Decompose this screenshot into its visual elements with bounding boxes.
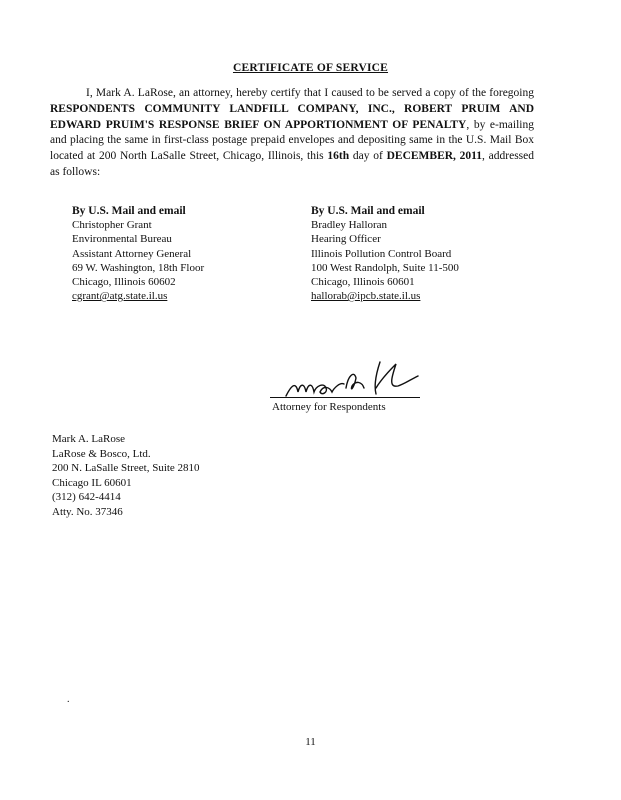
body-text-1: I, Mark A. LaRose, an attorney, hereby certify that I caused to be served a copy of the foregoing — [86, 87, 534, 99]
delivery-method-heading: By U.S. Mail and email — [311, 205, 425, 217]
delivery-method-heading: By U.S. Mail and email — [72, 205, 186, 217]
recipient-line: 69 W. Washington, 18th Floor — [72, 261, 205, 274]
recipient-name: Christopher Grant — [72, 219, 152, 232]
certificate-body — [50, 86, 534, 181]
document-title-bold: RESPONDENTS COMMUNITY LANDFILL COMPANY, INC., ROBERT PRUIM AND EDWARD PRUIM'S RESPONSE BRIEF ON APPORTIONMENT OF PENALTY — [50, 102, 534, 131]
page-title: CERTIFICATE OF SERVICE — [232, 62, 389, 74]
signature-caption: Attorney for Respondents — [272, 401, 386, 413]
service-day: 16th — [327, 150, 350, 163]
sender-attorney-number: Atty. No. 37346 — [52, 505, 123, 518]
recipient-line: Illinois Pollution Control Board — [311, 247, 452, 260]
sender-address-block — [52, 432, 200, 520]
body-text-2: , by e-mailing and placing the same in first-class postage prepaid envelopes and depositing same in the U.S. Mail Box located at 200 North LaSalle Street, Chicago, Illinois, this — [50, 118, 534, 163]
recipient-email-link[interactable]: cgrant@atg.state.il.us — [72, 290, 168, 303]
recipient-block-grant — [72, 204, 204, 303]
sender-phone: (312) 642-4414 — [52, 491, 121, 504]
body-text-4: , addressed as follows: — [50, 150, 535, 178]
recipient-line: Assistant Attorney General — [72, 247, 192, 260]
recipient-email-link[interactable]: hallorab@ipcb.state.il.us — [311, 290, 421, 303]
stray-mark: . — [67, 694, 70, 705]
sender-firm: LaRose & Bosco, Ltd. — [52, 447, 151, 460]
recipient-line: Environmental Bureau — [72, 233, 172, 246]
body-text-3: day of — [349, 150, 387, 163]
sender-street: 200 N. LaSalle Street, Suite 2810 — [52, 462, 200, 475]
page-number: 11 — [305, 736, 316, 748]
recipient-block-halloran — [311, 204, 459, 303]
recipient-line: Chicago, Illinois 60602 — [72, 276, 176, 289]
sender-city: Chicago IL 60601 — [52, 476, 132, 489]
sender-name: Mark A. LaRose — [52, 433, 126, 445]
service-month-year: DECEMBER, 2011 — [386, 150, 483, 163]
recipient-name: Bradley Halloran — [311, 219, 388, 232]
recipient-line: Chicago, Illinois 60601 — [311, 276, 415, 289]
signature-line — [270, 397, 420, 398]
recipient-line: 100 West Randolph, Suite 11-500 — [311, 261, 459, 274]
recipient-line: Hearing Officer — [311, 233, 381, 246]
